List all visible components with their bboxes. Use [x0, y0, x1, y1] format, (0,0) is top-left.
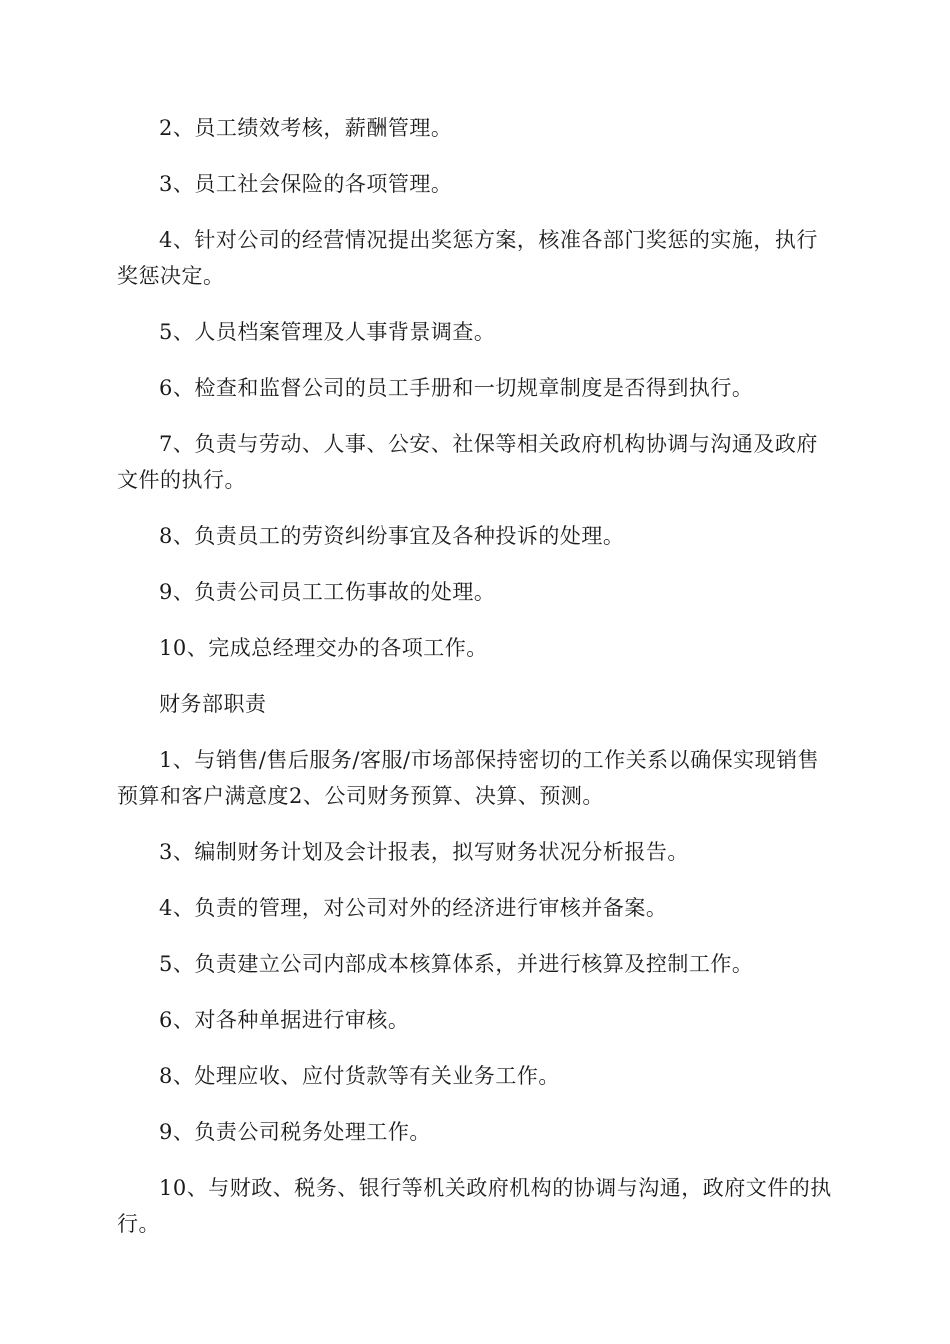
paragraph-finance-6: 6、对各种单据进行审核。	[159, 1008, 410, 1032]
paragraph-hr-3: 3、员工社会保险的各项管理。	[159, 172, 453, 196]
paragraph-hr-6: 6、检查和监督公司的员工手册和一切规章制度是否得到执行。	[159, 376, 754, 400]
paragraph-finance-5: 5、负责建立公司内部成本核算体系，并进行核算及控制工作。	[159, 952, 754, 976]
paragraph-finance-4: 4、负责的管理，对公司对外的经济进行审核并备案。	[159, 896, 668, 920]
paragraph-finance-8: 8、处理应收、应付货款等有关业务工作。	[159, 1064, 560, 1088]
paragraph-hr-8: 8、负责员工的劳资纠纷事宜及各种投诉的处理。	[159, 524, 625, 548]
paragraph-hr-4: 4、针对公司的经营情况提出奖惩方案，核准各部门奖惩的实施，执行奖惩决定。	[117, 228, 818, 288]
paragraph-hr-2: 2、员工绩效考核，薪酬管理。	[159, 116, 453, 140]
paragraph-finance-9: 9、负责公司税务处理工作。	[159, 1120, 431, 1144]
document-body	[117, 110, 833, 1262]
paragraph-hr-5: 5、人员档案管理及人事背景调查。	[159, 320, 496, 344]
section-heading-finance: 财务部职责	[159, 692, 267, 716]
paragraph-hr-10: 10、完成总经理交办的各项工作。	[159, 636, 488, 660]
paragraph-finance-1: 1、与销售/售后服务/客服/市场部保持密切的工作关系以确保实现销售预算和客户满意度2、公司财务预算、决算、预测。	[117, 748, 820, 808]
paragraph-finance-3: 3、编制财务计划及会计报表，拟写财务状况分析报告。	[159, 840, 689, 864]
paragraph-finance-10: 10、与财政、税务、银行等机关政府机构的协调与沟通，政府文件的执行。	[117, 1176, 832, 1236]
paragraph-hr-7: 7、负责与劳动、人事、公安、社保等相关政府机构协调与沟通及政府文件的执行。	[117, 432, 818, 492]
paragraph-hr-9: 9、负责公司员工工伤事故的处理。	[159, 580, 496, 604]
